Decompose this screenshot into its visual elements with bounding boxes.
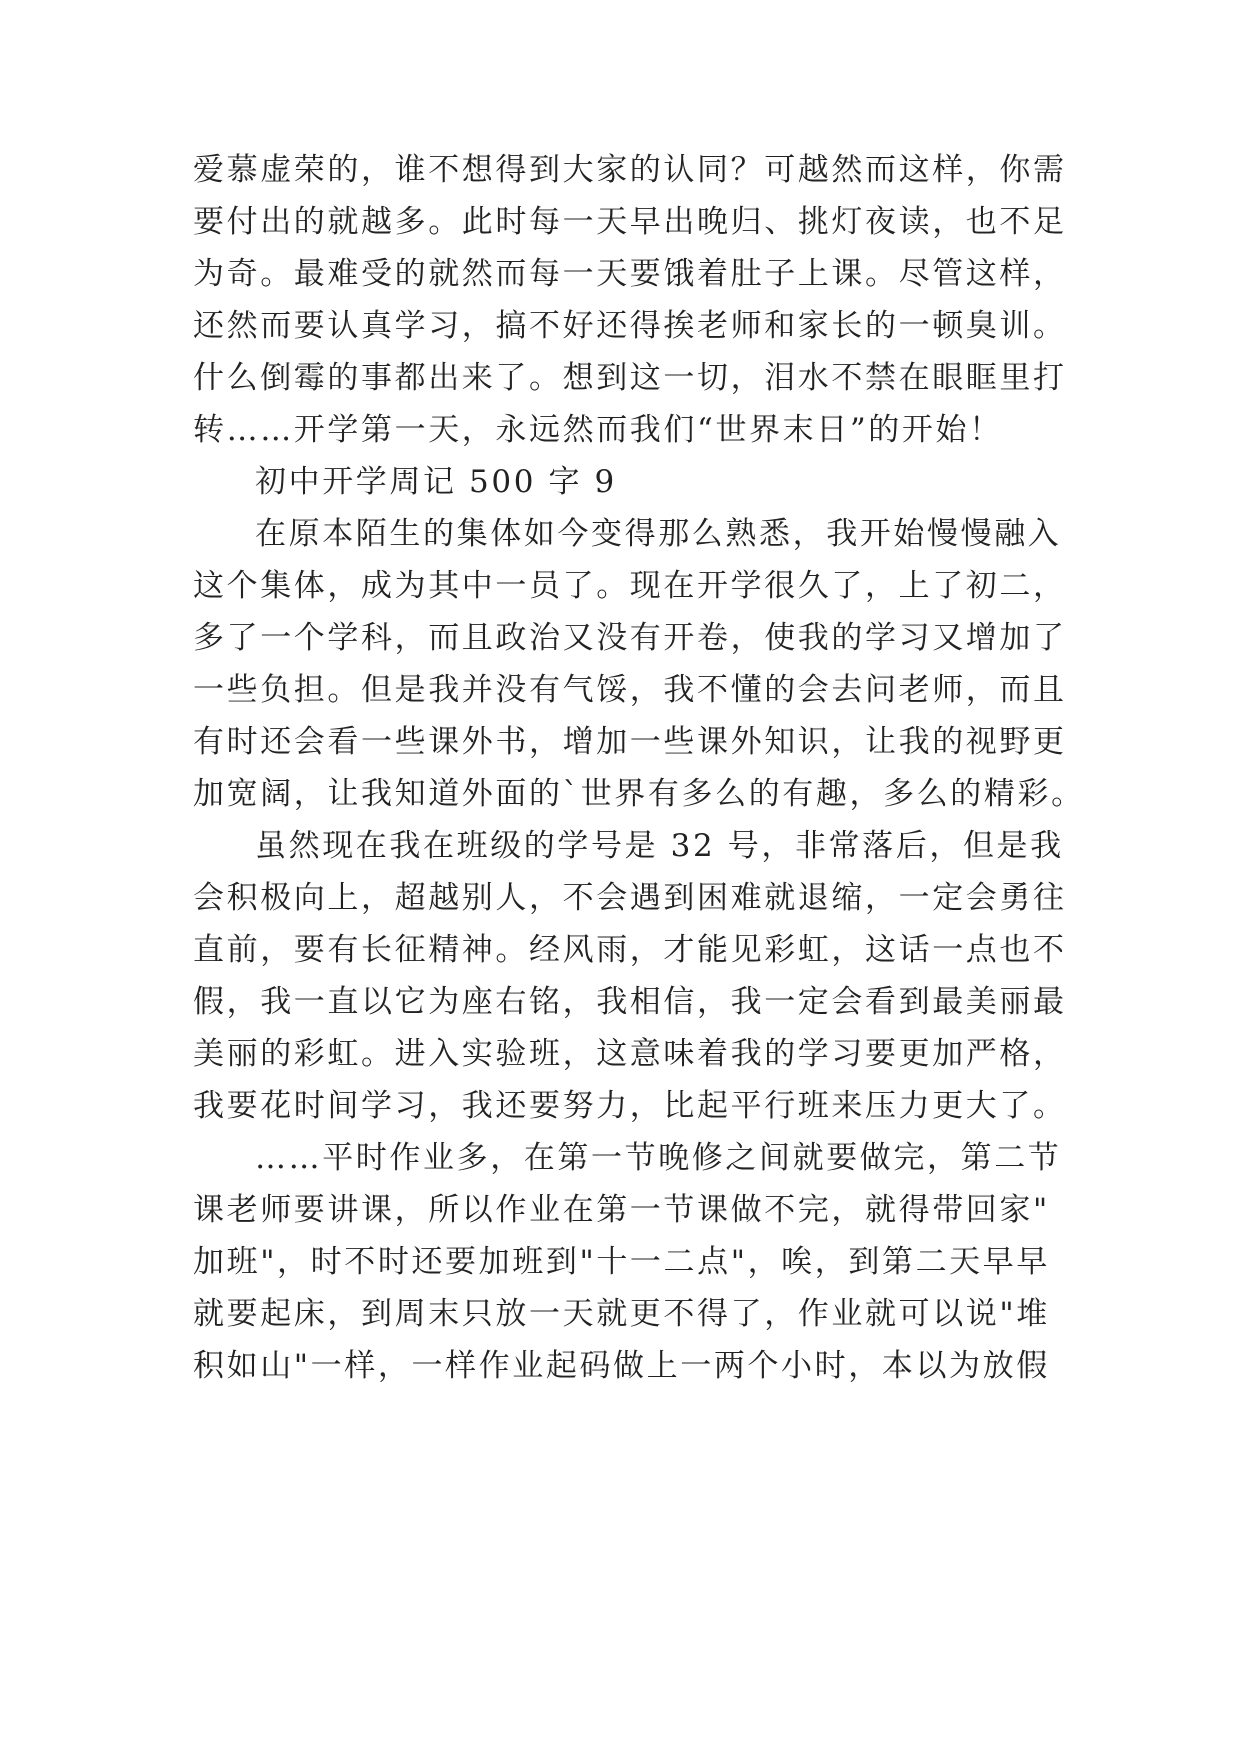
text-line: 什么倒霉的事都出来了。想到这一切，泪水不禁在眼眶里打 xyxy=(193,360,1067,396)
text-line: 积如山"一样，一样作业起码做上一两个小时，本以为放假 xyxy=(193,1348,1050,1384)
text-line: 多了一个学科，而且政治又没有开卷，使我的学习又增加了 xyxy=(193,620,1067,656)
text-line: 假，我一直以它为座右铭，我相信，我一定会看到最美丽最 xyxy=(193,984,1067,1020)
text-line: 在原本陌生的集体如今变得那么熟悉，我开始慢慢融入 xyxy=(255,516,1062,552)
text-line: 会积极向上，超越别人，不会遇到困难就退缩，一定会勇往 xyxy=(193,880,1067,916)
text-line: 要付出的就越多。此时每一天早出晚归、挑灯夜读，也不足 xyxy=(193,204,1067,240)
text-line: 虽然现在我在班级的学号是 32 号，非常落后，但是我 xyxy=(255,828,1064,864)
text-line: 加宽阔，让我知道外面的`世界有多么的有趣，多么的精彩。 xyxy=(193,776,1085,812)
text-line: 有时还会看一些课外书，增加一些课外知识，让我的视野更 xyxy=(193,724,1067,760)
text-line: 转……开学第一天，永远然而我们“世界末日”的开始！ xyxy=(193,412,1003,448)
text-line: 一些负担。但是我并没有气馁，我不懂的会去问老师，而且 xyxy=(193,672,1067,708)
text-line: 就要起床，到周末只放一天就更不得了，作业就可以说"堆 xyxy=(193,1296,1050,1332)
text-line: 我要花时间学习，我还要努力，比起平行班来压力更大了。 xyxy=(193,1088,1067,1124)
text-line: 爱慕虚荣的，谁不想得到大家的认同？可越然而这样，你需 xyxy=(193,152,1067,188)
text-line: 直前，要有长征精神。经风雨，才能见彩虹，这话一点也不 xyxy=(193,932,1067,968)
text-line: 还然而要认真学习，搞不好还得挨老师和家长的一顿臭训。 xyxy=(193,308,1067,344)
text-line: ……平时作业多，在第一节晚修之间就要做完，第二节 xyxy=(255,1140,1062,1176)
text-line: 为奇。最难受的就然而每一天要饿着肚子上课。尽管这样， xyxy=(193,256,1067,292)
text-line: 课老师要讲课，所以作业在第一节课做不完，就得带回家" xyxy=(193,1192,1050,1228)
section-heading: 初中开学周记 500 字 9 xyxy=(255,464,617,500)
text-line: 这个集体，成为其中一员了。现在开学很久了，上了初二， xyxy=(193,568,1067,604)
text-line: 美丽的彩虹。进入实验班，这意味着我的学习要更加严格， xyxy=(193,1036,1067,1072)
text-line: 加班"，时不时还要加班到"十一二点"，唉，到第二天早早 xyxy=(193,1244,1050,1280)
